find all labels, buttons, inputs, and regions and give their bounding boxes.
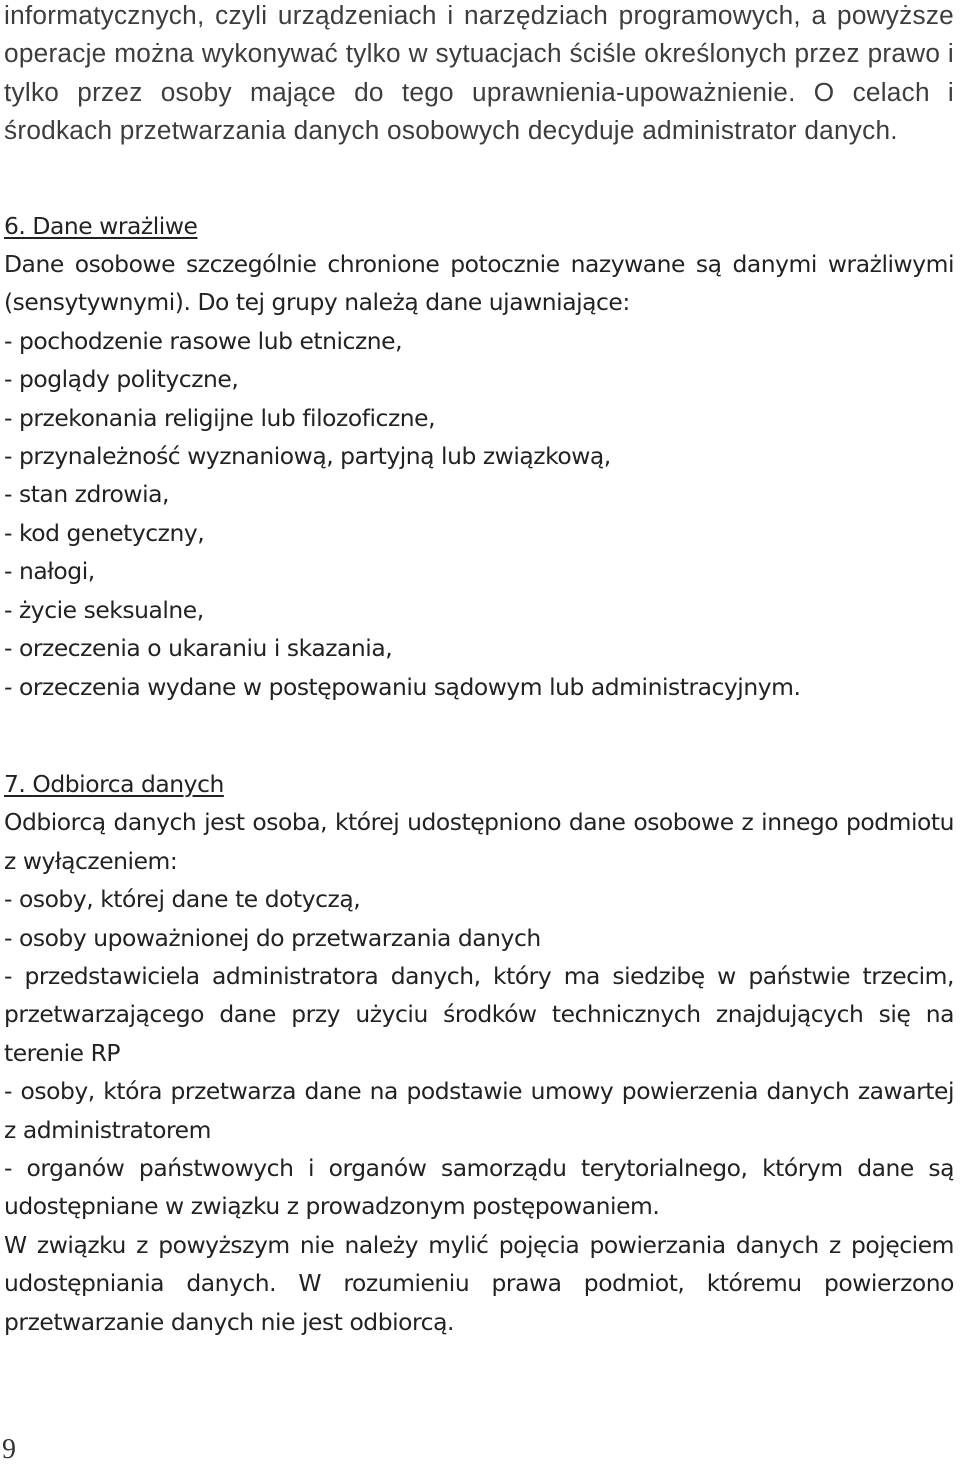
list-item: - osoby, która przetwarza dane na podstawie umowy powierzenia danych zawartej z administratorem: [4, 1077, 954, 1144]
list-item: - organów państwowych i organów samorządu terytorialnego, którym dane są udostępniane w związku z prowadzonym postępowaniem.: [4, 1153, 954, 1221]
section-heading: [4, 207, 954, 245]
spacer: [4, 150, 954, 207]
list-item: - stan zdrowia,: [4, 480, 170, 509]
section-title: Odbiorca danych: [32, 769, 224, 798]
section-heading: [4, 765, 954, 803]
exclusions-list: [4, 880, 954, 1226]
list-item: - pochodzenie rasowe lub etniczne,: [4, 326, 403, 355]
list-item: - przedstawiciela administratora danych, który ma siedzibę w państwie trzecim, przetwarzającego dane przy użyciu środków technicznych znajdujących się na terenie RP: [4, 961, 954, 1067]
spacer: [4, 706, 954, 765]
list-item: - orzeczenia o ukaraniu i skazania,: [4, 634, 393, 663]
section-number: 7.: [4, 769, 26, 798]
closing-paragraph: W związku z powyższym nie należy mylić pojęcia powierzania danych z pojęciem udostępniania danych. W rozumieniu prawa podmiot, któremu powierzono przetwarzanie danych nie jest odbiorcą.: [4, 1230, 954, 1336]
list-item: - orzeczenia wydane w postępowaniu sądowym lub administracyjnym.: [4, 672, 801, 701]
list-item: - przynależność wyznaniową, partyjną lub związkową,: [4, 442, 611, 471]
section-data-recipient: [4, 765, 954, 1341]
list-item: - poglądy polityczne,: [4, 365, 239, 394]
section-paragraph: Odbiorcą danych jest osoba, której udostępniono dane osobowe z innego podmiotu z wyłączeniem:: [4, 808, 954, 875]
section-title: Dane wrażliwe: [32, 211, 198, 240]
intro-paragraph: informatycznych, czyli urządzeniach i narzędziach programowych, a powyższe operacje można wykonywać tylko w sytuacjach ściśle określonych przez prawo i tylko przez osoby mające do tego uprawnienia-upoważnienie. O celach i środkach przetwarzania danych osobowych decyduje administrator danych.: [4, 0, 954, 146]
list-item: - nałogi,: [4, 557, 95, 586]
page-number: 9: [2, 1434, 16, 1465]
list-item: - osoby, której dane te dotyczą,: [4, 885, 361, 914]
section-paragraph: Dane osobowe szczególnie chronione potocznie nazywane są danymi wrażliwymi (sensytywnymi). Do tej grupy należą dane ujawniające:: [4, 250, 954, 317]
sensitive-data-list: [4, 322, 954, 706]
section-sensitive-data: [4, 207, 954, 706]
document-page: [4, 0, 954, 1341]
list-item: - kod genetyczny,: [4, 518, 205, 547]
list-item: - osoby upoważnionej do przetwarzania danych: [4, 923, 541, 952]
list-item: - przekonania religijne lub filozoficzne,: [4, 403, 436, 432]
list-item: - życie seksualne,: [4, 595, 204, 624]
section-number: 6.: [4, 211, 26, 240]
